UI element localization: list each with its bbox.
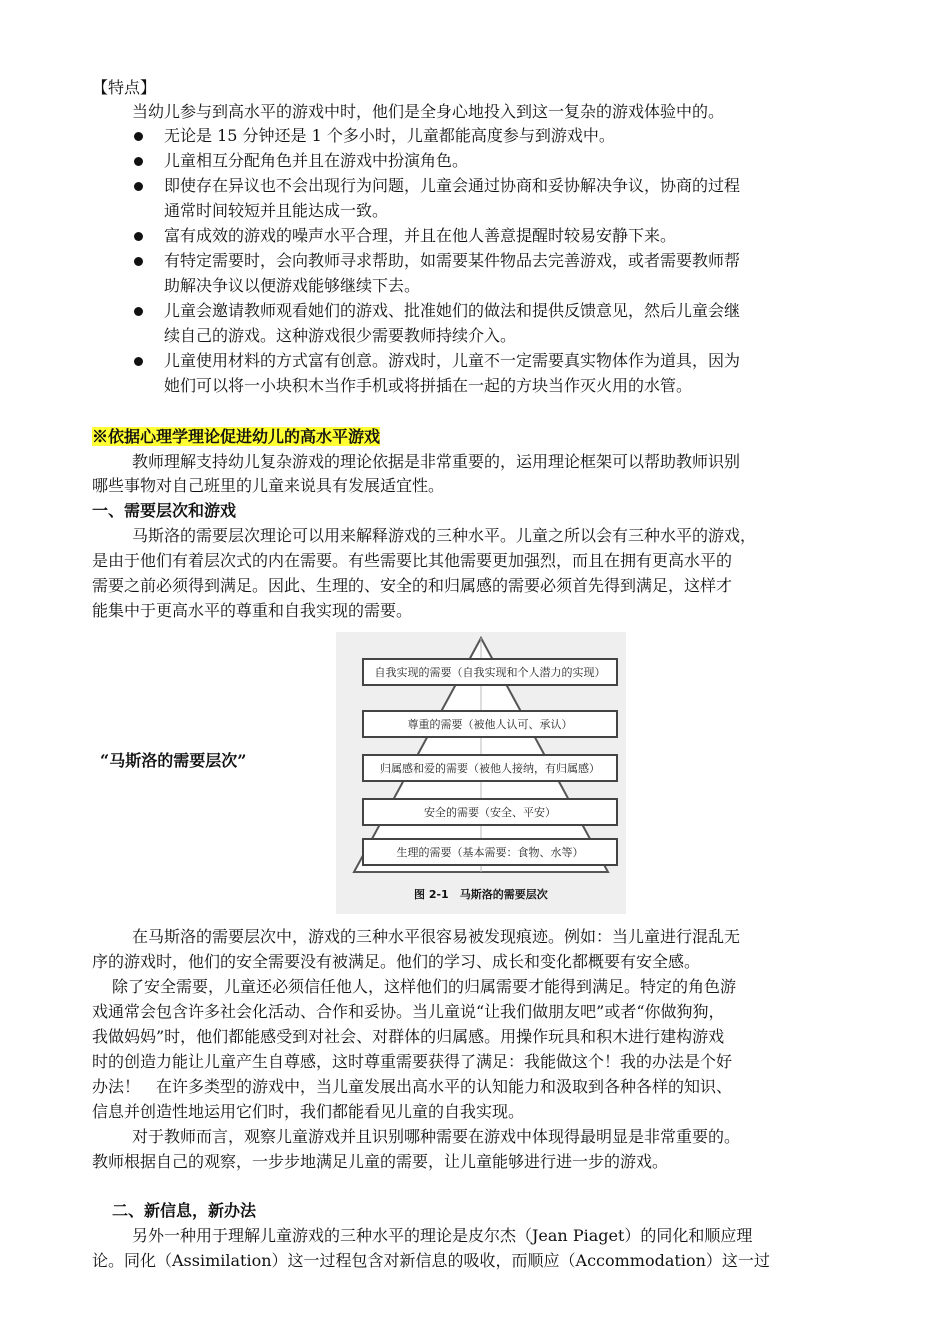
pyramid-level: 归属感和爱的需要（被他人接纳，有归属感） xyxy=(362,754,618,782)
paragraph-line: 马斯洛的需要层次理论可以用来解释游戏的三种水平。儿童之所以会有三种水平的游戏， xyxy=(132,526,757,545)
paragraph-line: 戏通常会包含许多社会化活动、合作和妥协。当儿童说“让我们做朋友吧”或者“你做狗狗， xyxy=(92,1002,725,1021)
paragraph-line: 教师理解支持幼儿复杂游戏的理论依据是非常重要的，运用理论框架可以帮助教师识别 xyxy=(132,452,741,471)
paragraph-line: 时的创造力能让儿童产生自尊感，这时尊重需要获得了满足：我能做这个！我的办法是个好 xyxy=(92,1052,733,1071)
part1-title: 一、需要层次和游戏 xyxy=(92,501,237,520)
paragraph-line: 另外一种用于理解儿童游戏的三种水平的理论是皮尔杰（Jean Piaget）的同化和顺应理 xyxy=(132,1226,753,1245)
bullet-icon xyxy=(134,132,143,141)
bullet-icon xyxy=(134,307,143,316)
part2-title: 二、新信息，新办法 xyxy=(112,1201,257,1220)
list-item-text: 富有成效的游戏的噪声水平合理，并且在他人善意提醒时较易安静下来。 xyxy=(164,226,677,245)
pyramid-level: 自我实现的需要（自我实现和个人潜力的实现） xyxy=(362,658,618,686)
features-intro: 当幼儿参与到高水平的游戏中时，他们是全身心地投入到这一复杂的游戏体验中的。 xyxy=(132,102,725,121)
list-item-text: 儿童相互分配角色并且在游戏中扮演角色。 xyxy=(164,151,469,170)
paragraph-line: 需要之前必须得到满足。因此、生理的、安全的和归属感的需要必须首先得到满足，这样才 xyxy=(92,576,733,595)
paragraph-line: 能集中于更高水平的尊重和自我实现的需要。 xyxy=(92,601,413,620)
paragraph-line: 论。同化（Assimilation）这一过程包含对新信息的吸收，而顺应（Accommodation）这一过 xyxy=(92,1251,770,1270)
paragraph-line: 信息并创造性地运用它们时，我们都能看见儿童的自我实现。 xyxy=(92,1102,525,1121)
bullet-icon xyxy=(134,157,143,166)
pyramid-level: 生理的需要（基本需要：食物、水等） xyxy=(362,838,618,866)
list-item-text: 她们可以将一小块积木当作手机或将拼插在一起的方块当作灭火用的水管。 xyxy=(164,376,693,395)
list-item-text: 助解决争议以便游戏能够继续下去。 xyxy=(164,276,421,295)
figure-side-label: “马斯洛的需要层次” xyxy=(100,751,247,770)
list-item-text: 儿童使用材料的方式富有创意。游戏时，儿童不一定需要真实物体作为道具，因为 xyxy=(164,351,741,370)
list-item-text: 无论是 15 分钟还是 1 个多小时，儿童都能高度参与到游戏中。 xyxy=(164,126,615,145)
bullet-icon xyxy=(134,357,143,366)
bullet-icon xyxy=(134,257,143,266)
maslow-pyramid-figure xyxy=(336,632,626,914)
list-item-text: 续自己的游戏。这种游戏很少需要教师持续介入。 xyxy=(164,326,517,345)
highlighted-text: ※依据心理学理论促进幼儿的高水平游戏 xyxy=(92,427,381,446)
bullet-icon xyxy=(134,182,143,191)
features-heading: 【特点】 xyxy=(92,78,157,97)
list-item-text: 通常时间较短并且能达成一致。 xyxy=(164,201,389,220)
paragraph-line: 办法！ 在许多类型的游戏中，当儿童发展出高水平的认知能力和汲取到各种各样的知识、 xyxy=(92,1077,733,1096)
paragraph-line: 是由于他们有着层次式的内在需要。有些需要比其他需要更加强烈，而且在拥有更高水平的 xyxy=(92,551,733,570)
list-item-text: 有特定需要时，会向教师寻求帮助，如需要某件物品去完善游戏，或者需要教师帮 xyxy=(164,251,741,270)
figure-caption: 图 2-1 马斯洛的需要层次 xyxy=(414,888,548,901)
paragraph-line: 序的游戏时，他们的安全需要没有被满足。他们的学习、成长和变化都概要有安全感。 xyxy=(92,952,701,971)
section-title xyxy=(92,425,380,449)
paragraph-line: 教师根据自己的观察，一步步地满足儿童的需要，让儿童能够进行进一步的游戏。 xyxy=(92,1152,669,1171)
bullet-icon xyxy=(134,232,143,241)
list-item-text: 儿童会邀请教师观看她们的游戏、批准她们的做法和提供反馈意见，然后儿童会继 xyxy=(164,301,741,320)
paragraph-line: 在马斯洛的需要层次中，游戏的三种水平很容易被发现痕迹。例如：当儿童进行混乱无 xyxy=(132,927,741,946)
pyramid-level: 安全的需要（安全、平安） xyxy=(362,798,618,826)
pyramid-level: 尊重的需要（被他人认可、承认） xyxy=(362,710,618,738)
paragraph-line: 我做妈妈”时，他们都能感受到对社会、对群体的归属感。用操作玩具和积木进行建构游戏 xyxy=(92,1027,725,1046)
paragraph-line: 对于教师而言，观察儿童游戏并且识别哪种需要在游戏中体现得最明显是非常重要的。 xyxy=(132,1127,741,1146)
paragraph-line: 哪些事物对自己班里的儿童来说具有发展适宜性。 xyxy=(92,476,445,495)
paragraph-line: 除了安全需要，儿童还必须信任他人，这样他们的归属需要才能得到满足。特定的角色游 xyxy=(112,977,737,996)
list-item-text: 即使存在异议也不会出现行为问题，儿童会通过协商和妥协解决争议，协商的过程 xyxy=(164,176,741,195)
